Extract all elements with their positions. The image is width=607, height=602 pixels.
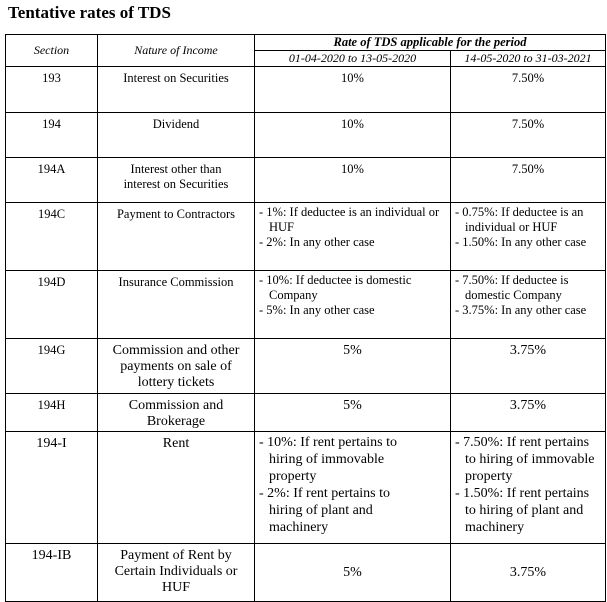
rate-period-2-cell: 7.50% <box>451 113 606 158</box>
rate-period-1-cell <box>255 432 451 544</box>
table-row <box>6 203 606 271</box>
rate-condition: - 3.75%: In any other case <box>455 303 587 317</box>
rate-period-1-cell: 10% <box>255 67 451 113</box>
rate-condition: - 1.50%: If rent pertains to hiring of plant and machinery <box>455 486 590 535</box>
rate-condition: - 10%: If rent pertains to hiring of immovable property <box>259 435 398 484</box>
rate-period-2-cell: 3.75% <box>451 544 606 602</box>
rate-conditions-list <box>451 432 605 536</box>
tds-rates-table <box>5 34 606 602</box>
rate-period-2-cell: 3.75% <box>451 394 606 432</box>
rate-period-2-cell <box>451 271 606 339</box>
rate-condition: - 5%: In any other case <box>259 303 375 317</box>
table-row <box>6 67 606 113</box>
rate-condition: - 2%: If rent pertains to hiring of plant and machinery <box>259 486 391 535</box>
nature-cell: Payment to Contractors <box>98 203 255 271</box>
rate-condition: - 1%: If deductee is an individual or HUF <box>259 205 440 234</box>
rate-period-2-cell: 7.50% <box>451 67 606 113</box>
table-row <box>6 158 606 203</box>
nature-cell: Interest other than interest on Securities <box>98 158 255 203</box>
section-cell: 194G <box>6 339 98 394</box>
rate-conditions-list <box>255 432 450 536</box>
nature-cell: Insurance Commission <box>98 271 255 339</box>
rate-period-1-cell <box>255 271 451 339</box>
rate-condition: - 10%: If deductee is domestic Company <box>259 273 412 302</box>
table-row <box>6 113 606 158</box>
section-cell: 193 <box>6 67 98 113</box>
rate-condition: - 1.50%: In any other case <box>455 235 587 249</box>
table-row <box>6 339 606 394</box>
rate-condition: - 7.50%: If rent pertains to hiring of immovable property <box>455 435 595 484</box>
section-cell: 194 <box>6 113 98 158</box>
section-cell: 194H <box>6 394 98 432</box>
nature-cell: Payment of Rent by Certain Individuals or HUF <box>98 544 255 602</box>
nature-cell: Commission and other payments on sale of lottery tickets <box>98 339 255 394</box>
section-cell: 194-IB <box>6 544 98 602</box>
section-cell: 194D <box>6 271 98 339</box>
rate-condition: - 2%: In any other case <box>259 235 375 249</box>
rate-period-2-cell <box>451 432 606 544</box>
rate-period-2-cell: 3.75% <box>451 339 606 394</box>
section-cell: 194-I <box>6 432 98 544</box>
rate-conditions-list <box>255 271 450 318</box>
rate-period-1-cell <box>255 203 451 271</box>
rate-period-1-cell: 5% <box>255 394 451 432</box>
nature-cell: Interest on Securities <box>98 67 255 113</box>
rate-conditions-list <box>451 271 605 318</box>
nature-cell: Commission and Brokerage <box>98 394 255 432</box>
header-period-1: 01-04-2020 to 13-05-2020 <box>255 51 451 67</box>
section-cell: 194C <box>6 203 98 271</box>
rate-period-1-cell: 10% <box>255 158 451 203</box>
page-title: Tentative rates of TDS <box>8 3 171 22</box>
rate-period-1-cell: 10% <box>255 113 451 158</box>
rate-condition: - 0.75%: If deductee is an individual or HUF <box>455 205 584 234</box>
rate-condition: - 7.50%: If deductee is domestic Company <box>455 273 569 302</box>
header-section: Section <box>6 35 98 67</box>
table-row <box>6 394 606 432</box>
rate-conditions-list <box>255 203 450 250</box>
table-row <box>6 271 606 339</box>
header-period-2: 14-05-2020 to 31-03-2021 <box>451 51 606 67</box>
section-cell: 194A <box>6 158 98 203</box>
nature-cell: Dividend <box>98 113 255 158</box>
table-row <box>6 544 606 602</box>
rate-period-1-cell: 5% <box>255 339 451 394</box>
rate-period-2-cell: 7.50% <box>451 158 606 203</box>
header-nature-of-income: Nature of Income <box>98 35 255 67</box>
nature-cell: Rent <box>98 432 255 544</box>
rate-period-1-cell: 5% <box>255 544 451 602</box>
rate-conditions-list <box>451 203 605 250</box>
rate-period-2-cell <box>451 203 606 271</box>
table-row <box>6 432 606 544</box>
header-rate-of-tds: Rate of TDS applicable for the period <box>255 35 606 51</box>
